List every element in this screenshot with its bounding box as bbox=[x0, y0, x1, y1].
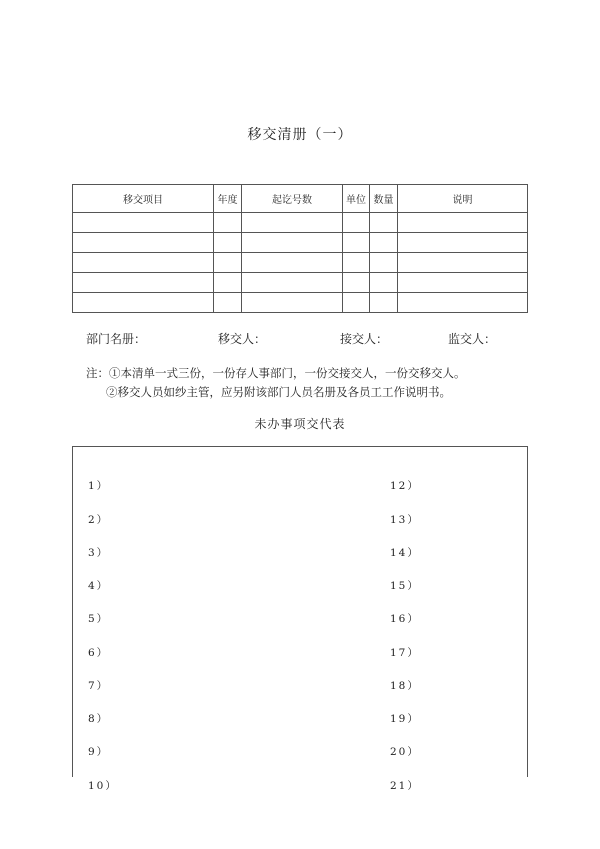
pending-item-left: 2） bbox=[88, 514, 110, 526]
col-header-quantity: 数量 bbox=[370, 185, 398, 213]
table-cell[interactable] bbox=[343, 233, 370, 253]
table-cell[interactable] bbox=[73, 293, 214, 313]
pending-item-left: 1） bbox=[88, 480, 110, 492]
table-cell[interactable] bbox=[343, 293, 370, 313]
table-cell[interactable] bbox=[73, 213, 214, 233]
table-cell[interactable] bbox=[370, 233, 398, 253]
page-title: 移交清册（一） bbox=[247, 127, 353, 143]
pending-item-left: 5） bbox=[88, 613, 110, 625]
table-cell[interactable] bbox=[242, 273, 343, 293]
pending-item-right: 19） bbox=[390, 713, 420, 725]
table-row bbox=[73, 213, 528, 233]
table-cell[interactable] bbox=[214, 213, 242, 233]
pending-item-right: 18） bbox=[390, 680, 420, 692]
pending-item-left: 4） bbox=[88, 580, 110, 592]
table-row bbox=[73, 293, 528, 313]
col-header-unit: 单位 bbox=[343, 185, 370, 213]
table-cell[interactable] bbox=[398, 293, 528, 313]
note-line-1: 注：①本清单一式三份，一份存人事部门，一份交接交人，一份交移交人。 bbox=[86, 366, 466, 380]
pending-item-left: 3） bbox=[88, 547, 110, 559]
table-cell[interactable] bbox=[73, 273, 214, 293]
table-row bbox=[73, 233, 528, 253]
table-cell[interactable] bbox=[370, 253, 398, 273]
table-cell[interactable] bbox=[214, 233, 242, 253]
table-cell[interactable] bbox=[73, 233, 214, 253]
table-cell[interactable] bbox=[242, 213, 343, 233]
col-header-year: 年度 bbox=[214, 185, 242, 213]
table-cell[interactable] bbox=[398, 273, 528, 293]
table-cell[interactable] bbox=[398, 213, 528, 233]
col-header-description: 说明 bbox=[398, 185, 528, 213]
pending-item-left: 7） bbox=[88, 680, 110, 692]
col-header-item: 移交项目 bbox=[73, 185, 214, 213]
table-cell[interactable] bbox=[343, 273, 370, 293]
pending-items-box bbox=[72, 446, 528, 777]
pending-item-right: 17） bbox=[390, 647, 420, 659]
table-cell[interactable] bbox=[398, 233, 528, 253]
pending-item-right: 14） bbox=[390, 547, 420, 559]
pending-item-right: 12） bbox=[390, 480, 420, 492]
table-row bbox=[73, 273, 528, 293]
table-cell[interactable] bbox=[370, 213, 398, 233]
table-header-row bbox=[73, 185, 528, 213]
pending-item-right: 15） bbox=[390, 580, 420, 592]
pending-item-left: 9） bbox=[88, 746, 110, 758]
pending-item-left: 6） bbox=[88, 647, 110, 659]
table-cell[interactable] bbox=[73, 253, 214, 273]
table-cell[interactable] bbox=[370, 273, 398, 293]
pending-item-left: 8） bbox=[88, 713, 110, 725]
table-cell[interactable] bbox=[398, 253, 528, 273]
pending-item-right: 21） bbox=[390, 780, 420, 792]
table-cell[interactable] bbox=[343, 213, 370, 233]
table-row bbox=[73, 253, 528, 273]
pending-item-left: 10） bbox=[88, 780, 118, 792]
transfer-list-table bbox=[72, 184, 528, 313]
table-cell[interactable] bbox=[214, 273, 242, 293]
table-cell[interactable] bbox=[214, 293, 242, 313]
transferor-label: 移交人： bbox=[218, 332, 267, 346]
pending-item-right: 13） bbox=[390, 514, 420, 526]
supervisor-label: 监交人： bbox=[448, 332, 497, 346]
note-line-2: ②移交人员如纱主管，应另附该部门人员名册及各员工工作说明书。 bbox=[106, 385, 451, 399]
table-cell[interactable] bbox=[343, 253, 370, 273]
pending-items-title: 未办事项交代表 bbox=[254, 417, 346, 431]
table-cell[interactable] bbox=[370, 293, 398, 313]
receiver-label: 接交人： bbox=[340, 332, 389, 346]
col-header-number-range: 起讫号数 bbox=[242, 185, 343, 213]
pending-item-right: 20） bbox=[390, 746, 420, 758]
table-cell[interactable] bbox=[242, 233, 343, 253]
table-cell[interactable] bbox=[242, 253, 343, 273]
table-cell[interactable] bbox=[242, 293, 343, 313]
table-cell[interactable] bbox=[214, 253, 242, 273]
pending-item-right: 16） bbox=[390, 613, 420, 625]
department-roster-label: 部门名册： bbox=[86, 332, 147, 346]
